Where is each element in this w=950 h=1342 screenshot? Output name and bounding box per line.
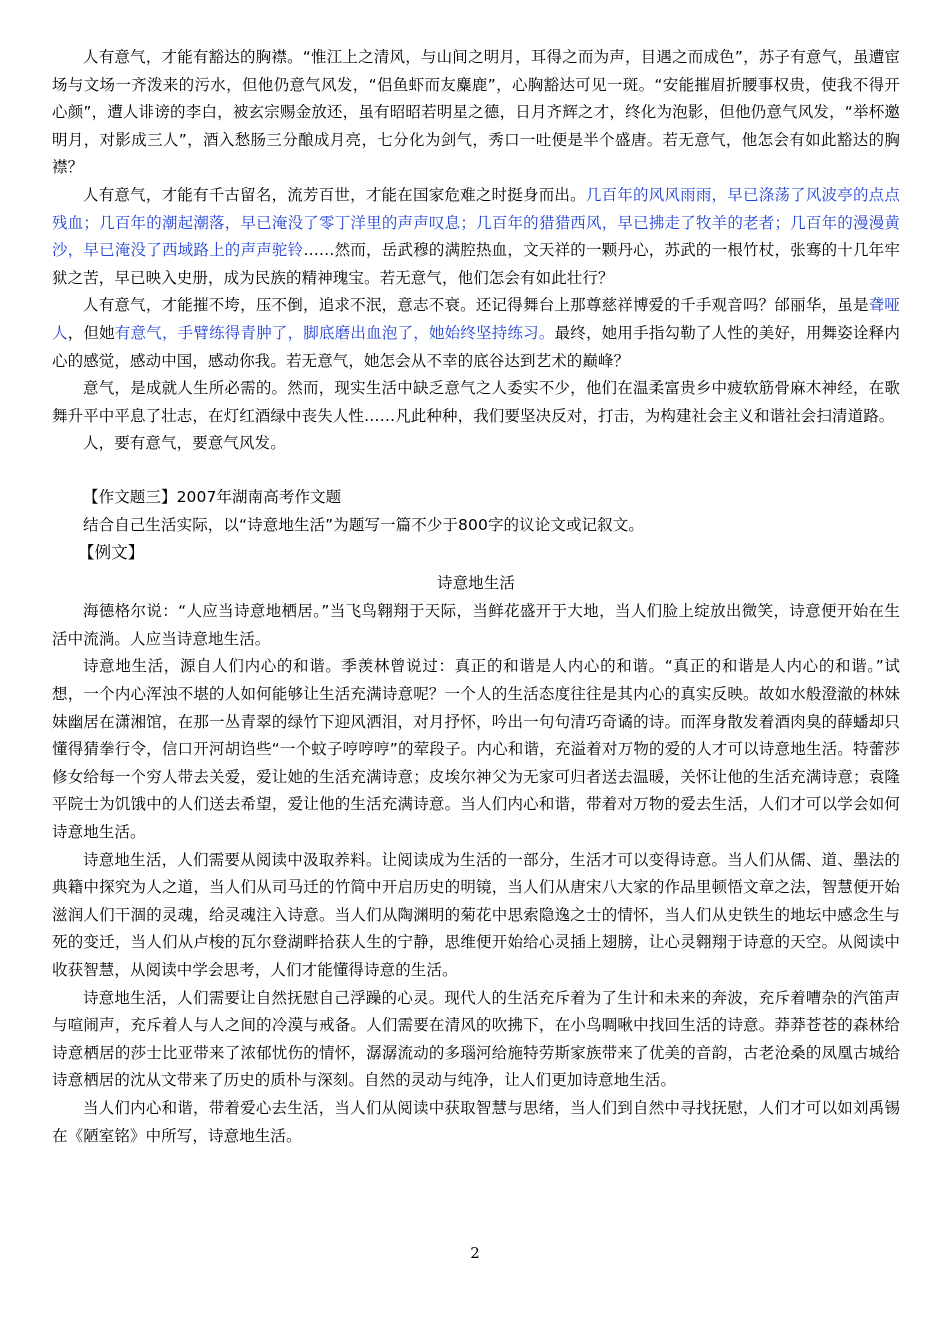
text-segment: ……然而，岳武穆的满腔热血，文天祥的一颗丹心，苏武的一根竹杖，张骞的十几年牢狱之苦，早已映入史册，成为民族的精神瑰宝。若无意气，他们怎会有如此壮行？ xyxy=(52,241,900,287)
text-segment: 人有意气，才能摧不垮，压不倒，追求不泯，意志不衰。还记得舞台上那尊慈祥博爱的千手观音吗？邰丽华，虽是 xyxy=(83,296,869,315)
page-number: 2 xyxy=(470,1244,480,1262)
text-segment: 人有意气，才能有千古留名，流芳百世，才能在国家危难之时挺身而出。 xyxy=(83,185,586,204)
document-page xyxy=(52,44,900,1150)
paragraph-lasting-fame xyxy=(52,182,900,292)
text-segment: ，但她 xyxy=(67,323,115,342)
paragraph-conclusion: 人，要有意气，要意气风发。 xyxy=(83,434,286,453)
essay-paragraph: 诗意地生活，人们需要从阅读中汲取养料。让阅读成为生活的一部分，生活才可以变得诗意。当人们从儒、道、墨法的典籍中探究为人之道，当人们从司马迁的竹简中开启历史的明镜，当人们从唐宋八大家的作品里顿悟文章之法，智慧便开始滋润人们干涸的灵魂，给灵魂注入诗意。当人们从陶渊明的菊花中思索隐逸之士的情怀，当人们从史铁生的地坛中感念生与死的变迁，当人们从卢梭的瓦尔登湖畔拾获人生的宁静，思维便开始给心灵插上翅膀，让心灵翱翔于诗意的天空。从阅读中收获智慧，从阅读中学会思考，人们才能懂得诗意的生活。 xyxy=(52,850,900,979)
essay-title: 诗意地生活 xyxy=(436,573,515,592)
essay-paragraph: 诗意地生活，源自人们内心的和谐。季羡林曾说过：真正的和谐是人内心的和谐。“真正的和谐是人内心的和谐。”试想，一个内心浑浊不堪的人如何能够让生活充满诗意呢？一个人的生活态度往往是其内心的真实反映。故如水般澄澈的林妹妹幽居在潇湘馆，在那一丛青翠的绿竹下迎风洒泪，对月抒怀，吟出一句句清巧奇谲的诗。而浑身散发着酒肉臭的薛蟠却只懂得猜拳行令，信口开河胡诌些“一个蚊子哼哼哼”的荤段子。内心和谐，充溢着对万物的爱的人才可以诗意地生活。特蕾莎修女给每一个穷人带去关爱，爱让她的生活充满诗意；皮埃尔神父为无家可归者送去温暖，关怀让他的生活充满诗意；袁隆平院士为饥饿中的人们送去希望，爱让他的生活充满诗意。当人们内心和谐，带着对万物的爱去生活，人们才可以学会如何诗意地生活。 xyxy=(52,657,900,842)
example-label: 【例文】 xyxy=(78,543,145,563)
essay-paragraph: 诗意地生活，人们需要让自然抚慰自己浮躁的心灵。现代人的生活充斥着为了生计和未来的奔波，充斥着嘈杂的汽笛声与喧闹声，充斥着人与人之间的冷漠与戒备。人们需要在清风的吹拂下，在小鸟啁啾中找回生活的诗意。莽莽苍苍的森林给诗意栖居的莎士比亚带来了浓郁忧伤的情怀，潺潺流动的多瑙河给施特劳斯家族带来了优美的音韵，古老沧桑的凤凰古城给诗意栖居的沈从文带来了历史的质朴与深刻。自然的灵动与纯净，让人们更加诗意地生活。 xyxy=(52,988,900,1090)
essay-paragraph: 当人们内心和谐，带着爱心去生活，当人们从阅读中获取智慧与思绪，当人们到自然中寻找抚慰，人们才可以如刘禹锡在《陋室铭》中所写，诗意地生活。 xyxy=(52,1098,900,1145)
highlighted-text: 有意气，手臂练得青肿了，脚底磨出血泡了，她始终坚持练习。 xyxy=(114,323,555,342)
highlighted-text: 几百年的风风雨雨，早已涤荡了风波亭的点点残血；几百年的潮起潮落，早已淹没了零丁洋里的声声叹息；几百年的猎猎西风，早已拂走了牧羊的老者；几百年的漫漫黄沙，早已淹没了西域路上的声声驼铃 xyxy=(52,185,900,260)
essay-paragraph: 海德格尔说：“人应当诗意地栖居。”当飞鸟翱翔于天际，当鲜花盛开于大地，当人们脸上绽放出微笑，诗意便开始在生活中流淌。人应当诗意地生活。 xyxy=(52,602,900,648)
paragraph-necessity: 意气，是成就人生所必需的。然而，现实生活中缺乏意气之人委实不少，他们在温柔富贵乡中疲软筋骨麻木神经，在歌舞升平中平息了壮志，在灯红酒绿中丧失人性……凡此种种，我们要坚决反对，打击，为构建社会主义和谐社会扫清道路。 xyxy=(52,379,900,425)
task-prompt: 结合自己生活实际，以“诗意地生活”为题写一篇不少于800字的议论文或记叙文。 xyxy=(83,515,644,534)
paragraph-perseverance xyxy=(52,292,900,375)
highlighted-text: 聋哑人 xyxy=(52,296,900,342)
paragraph-broad-mind: 人有意气，才能有豁达的胸襟。“惟江上之清风，与山间之明月，耳得之而为声，目遇之而成色”，苏子有意气，虽遭宦场与文场一齐泼来的污水，但他仍意气风发，“侣鱼虾而友麋鹿”，心胸豁达可见一斑。“安能摧眉折腰事权贵，使我不得开心颜”，遭人诽谤的李白，被玄宗赐金放还，虽有昭昭若明星之德，日月齐辉之才，终化为泡影，但他仍意气风发，“举杯邀明月，对影成三人”，酒入愁肠三分酿成月亮，七分化为剑气，秀口一吐便是半个盛唐。若无意气，他怎会有如此豁达的胸襟？ xyxy=(52,48,900,177)
task-heading: 【作文题三】2007年湖南高考作文题 xyxy=(83,487,342,506)
text-segment: 最终，她用手指勾勒了人性的美好，用舞姿诠释内心的感觉，感动中国，感动你我。若无意气，她怎会从不幸的底谷达到艺术的巅峰？ xyxy=(52,323,900,370)
